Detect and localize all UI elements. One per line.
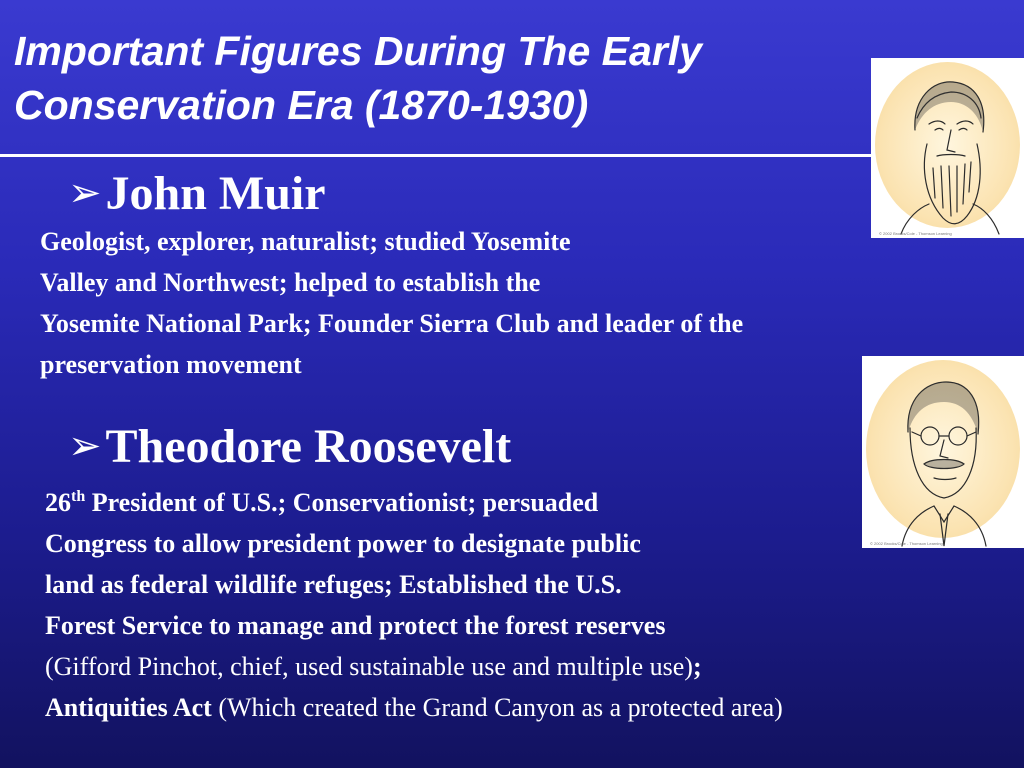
arrow-bullet-icon: ➢ [68, 423, 102, 468]
john-muir-description [40, 221, 743, 385]
john-muir-name: John Muir [105, 167, 326, 220]
description-line [45, 482, 783, 523]
semicolon: ; [692, 652, 702, 681]
description-line: Forest Service to manage and protect the forest reserves [45, 611, 666, 640]
title-line-1: Important Figures During The Early [14, 28, 702, 74]
theodore-roosevelt-name: Theodore Roosevelt [105, 420, 512, 473]
description-text: President of U.S.; Conservationist; persuaded [85, 488, 599, 517]
arrow-bullet-icon: ➢ [68, 170, 102, 215]
pinchot-note: (Gifford Pinchot, chief, used sustainable use and multiple use) [45, 652, 693, 681]
description-line [45, 687, 783, 728]
theodore-roosevelt-sketch [862, 356, 1024, 548]
portrait-credit: © 2002 Brooks/Cole - Thomson Learning [870, 541, 943, 546]
description-line: preservation movement [40, 350, 302, 379]
antiquities-act-note: (Which created the Grand Canyon as a protected area) [211, 693, 783, 722]
antiquities-act-label: Antiquities Act [45, 693, 212, 722]
john-muir-heading [68, 166, 326, 221]
title-line-2: Conservation Era (1870-1930) [14, 82, 589, 128]
description-line: Geologist, explorer, naturalist; studied Yosemite [40, 227, 571, 256]
ordinal-suffix: th [71, 488, 86, 505]
portrait-credit: © 2002 Brooks/Cole - Thomson Learning [879, 231, 952, 236]
theodore-roosevelt-portrait [862, 356, 1024, 548]
john-muir-sketch [871, 58, 1024, 238]
description-line: Valley and Northwest; helped to establish the [40, 268, 541, 297]
theodore-roosevelt-description [45, 482, 783, 728]
description-line: Yosemite National Park; Founder Sierra Club and leader of the [40, 309, 744, 338]
description-line: land as federal wildlife refuges; Established the U.S. [45, 570, 622, 599]
theodore-roosevelt-heading [68, 419, 511, 474]
description-line [45, 646, 783, 687]
john-muir-portrait [871, 58, 1024, 238]
description-line: Congress to allow president power to designate public [45, 529, 641, 558]
ordinal-number: 26 [45, 488, 71, 517]
slide-title [14, 24, 874, 132]
